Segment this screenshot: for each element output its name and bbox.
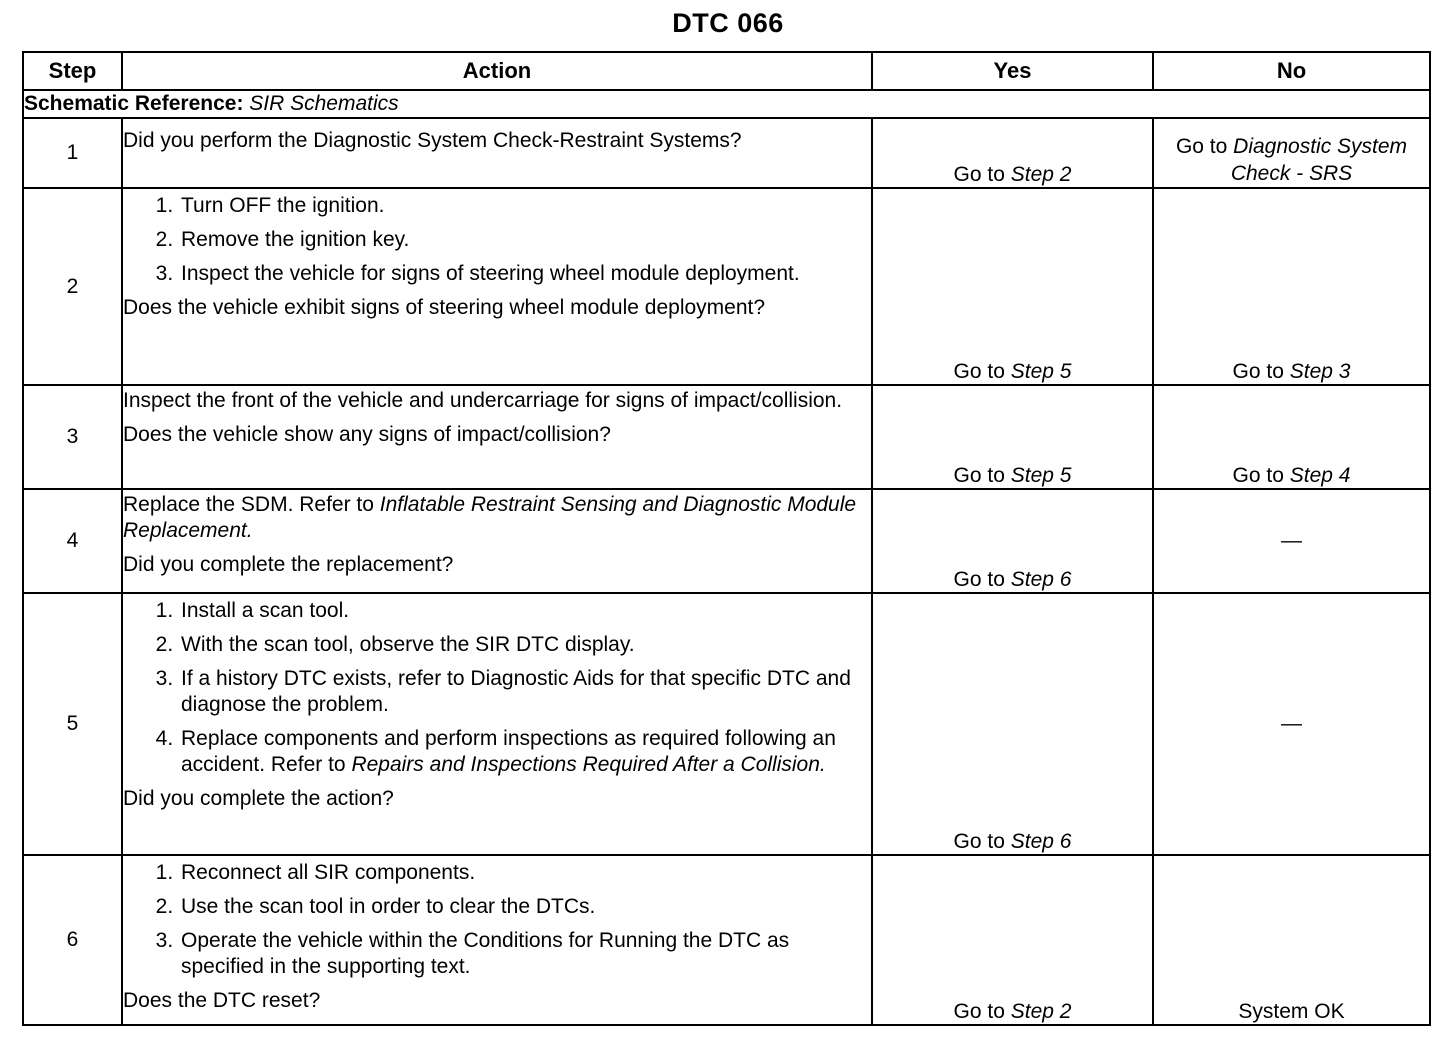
step-question: Did you complete the action? <box>123 787 394 810</box>
yes-cell: Go to Step 2 <box>872 855 1153 1025</box>
schematic-link[interactable]: SIR Schematics <box>249 92 399 115</box>
header-yes: Yes <box>872 52 1153 90</box>
yes-cell: Go to Step 6 <box>872 489 1153 593</box>
diagnostic-check-link[interactable]: Diagnostic System Check - SRS <box>1230 135 1408 185</box>
schematic-reference <box>23 90 1430 118</box>
step-link[interactable]: Step 6 <box>1010 568 1072 591</box>
step-instruction: Inspect the front of the vehicle and undercarriage for signs of impact/collision. <box>123 389 843 412</box>
header-action: Action <box>122 52 872 90</box>
schematic-row <box>23 90 1430 118</box>
dtc-table <box>22 51 1431 1026</box>
header-step: Step <box>23 52 122 90</box>
empty-dash: — <box>1281 712 1302 735</box>
step-link[interactable]: Step 2 <box>1010 163 1072 186</box>
step-link[interactable]: Step 5 <box>1010 464 1072 487</box>
no-cell: Go to Diagnostic System Check - SRS <box>1153 118 1430 188</box>
yes-cell: Go to Step 6 <box>872 593 1153 855</box>
result-text: System OK <box>1238 1000 1345 1023</box>
table-row <box>23 385 1430 489</box>
step-question: Does the vehicle show any signs of impact/collision? <box>123 423 611 446</box>
action-list <box>123 193 871 287</box>
procedure-link[interactable]: Repairs and Inspections Required After a Collision. <box>351 753 826 776</box>
action-cell <box>122 489 872 593</box>
step-link[interactable]: Step 5 <box>1010 360 1072 383</box>
table-row <box>23 188 1430 385</box>
step-link[interactable]: Step 3 <box>1289 360 1351 383</box>
list-item: 3. Inspect the vehicle for signs of steering wheel module deployment. <box>179 261 871 287</box>
page-title: DTC 066 <box>672 8 784 38</box>
step-link[interactable]: Step 4 <box>1289 464 1351 487</box>
step-question: Does the vehicle exhibit signs of steering wheel module deployment? <box>123 296 766 319</box>
action-cell <box>122 385 872 489</box>
list-item: 3. Operate the vehicle within the Conditions for Running the DTC as specified in the supporting text. <box>179 928 871 980</box>
list-item: 2. Remove the ignition key. <box>179 227 871 253</box>
list-item: 2. Use the scan tool in order to clear the DTCs. <box>179 894 871 920</box>
yes-cell: Go to Step 5 <box>872 188 1153 385</box>
no-cell <box>1153 489 1430 593</box>
step-number: 2 <box>23 188 122 385</box>
step-question: Did you perform the Diagnostic System Check-Restraint Systems? <box>123 129 742 152</box>
header-no: No <box>1153 52 1430 90</box>
step-number: 3 <box>23 385 122 489</box>
action-list <box>123 860 871 980</box>
table-row <box>23 855 1430 1025</box>
procedure-link[interactable]: Inflatable Restraint Sensing and Diagnostic Module Replacement. <box>123 493 857 542</box>
no-cell <box>1153 593 1430 855</box>
yes-cell: Go to Step 2 <box>872 118 1153 188</box>
table-row <box>23 118 1430 188</box>
step-link[interactable]: Step 6 <box>1010 830 1072 853</box>
schematic-label: Schematic Reference: <box>24 92 244 115</box>
list-item: 1. Reconnect all SIR components. <box>179 860 871 886</box>
no-cell: Go to Step 3 <box>1153 188 1430 385</box>
empty-dash: — <box>1281 529 1302 552</box>
list-item: 2. With the scan tool, observe the SIR DTC display. <box>179 632 871 658</box>
step-number: 6 <box>23 855 122 1025</box>
step-question: Did you complete the replacement? <box>123 553 454 576</box>
list-item: 4. Replace components and perform inspections as required following an accident. Refer to Repairs and Inspections Required After a Collision. <box>179 726 871 778</box>
no-cell <box>1153 855 1430 1025</box>
action-cell <box>122 188 872 385</box>
action-cell <box>122 855 872 1025</box>
step-link[interactable]: Step 2 <box>1010 1000 1072 1023</box>
step-number: 5 <box>23 593 122 855</box>
table-row <box>23 489 1430 593</box>
no-cell: Go to Step 4 <box>1153 385 1430 489</box>
action-cell <box>122 593 872 855</box>
action-cell <box>122 118 872 188</box>
step-question: Does the DTC reset? <box>123 989 321 1012</box>
step-number: 1 <box>23 118 122 188</box>
yes-cell: Go to Step 5 <box>872 385 1153 489</box>
step-instruction: Replace the SDM. Refer to Inflatable Restraint Sensing and Diagnostic Module Replacement. <box>123 493 857 542</box>
list-item: 3. If a history DTC exists, refer to Diagnostic Aids for that specific DTC and diagnose the problem. <box>179 666 871 718</box>
header-row <box>23 52 1430 90</box>
list-item: 1. Turn OFF the ignition. <box>179 193 871 219</box>
table-row <box>23 593 1430 855</box>
action-list <box>123 598 871 778</box>
step-number: 4 <box>23 489 122 593</box>
list-item: 1. Install a scan tool. <box>179 598 871 624</box>
